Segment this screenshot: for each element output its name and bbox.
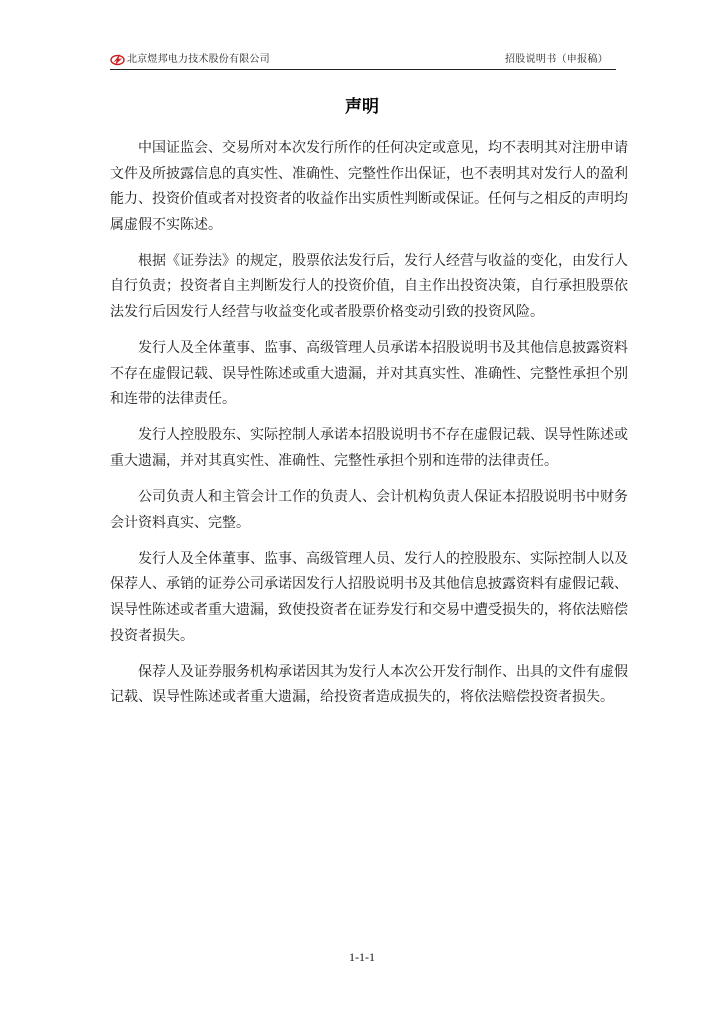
- company-logo-icon: [110, 52, 125, 66]
- paragraph: 保荐人及证券服务机构承诺因其为发行人本次公开发行制作、出具的文件有虚假记载、误导性陈述或者重大遗漏，给投资者造成损失的，将依法赔偿投资者损失。: [110, 663, 628, 706]
- paragraph: 发行人及全体董事、监事、高级管理人员、发行人的控股股东、实际控制人以及保荐人、承销的证券公司承诺因发行人招股说明书及其他信息披露资料有虚假记载、误导性陈述或者重大遗漏，致使投资者在证券发行和交易中遭受损失的，将依法赔偿投资者损失。: [110, 550, 628, 644]
- paragraph: 中国证监会、交易所对本次发行所作的任何决定或意见，均不表明其对注册申请文件及所披露信息的真实性、准确性、完整性作出保证，也不表明其对发行人的盈利能力、投资价值或者对投资者的收益作出实质性判断或保证。任何与之相反的声明均属虚假不实陈述。: [110, 140, 628, 233]
- company-name: 北京煜邦电力技术股份有限公司: [127, 54, 270, 65]
- paragraph: 发行人控股股东、实际控制人承诺本招股说明书不存在虚假记载、误导性陈述或重大遗漏，并对其真实性、准确性、完整性承担个别和连带的法律责任。: [110, 427, 628, 470]
- page-header: [110, 50, 616, 70]
- paragraph: 公司负责人和主管会计工作的负责人、会计机构负责人保证本招股说明书中财务会计资料真实、完整。: [110, 489, 628, 531]
- header-divider: [110, 69, 616, 70]
- page-number: 1-1-1: [349, 950, 375, 964]
- paragraph: 发行人及全体董事、监事、高级管理人员承诺本招股说明书及其他信息披露资料不存在虚假记载、误导性陈述或重大遗漏，并对其真实性、准确性、完整性承担个别和连带的法律责任。: [110, 340, 628, 408]
- page-title: 声明: [345, 97, 379, 117]
- document-type: 招股说明书（申报稿）: [505, 54, 608, 65]
- paragraph: 根据《证券法》的规定，股票依法发行后，发行人经营与收益的变化，由发行人自行负责；投资者自主判断发行人的投资价值，自主作出投资决策，自行承担股票依法发行后因发行人经营与收益变化或者股票价格变动引致的投资风险。: [110, 252, 628, 321]
- statement-body: [110, 136, 628, 721]
